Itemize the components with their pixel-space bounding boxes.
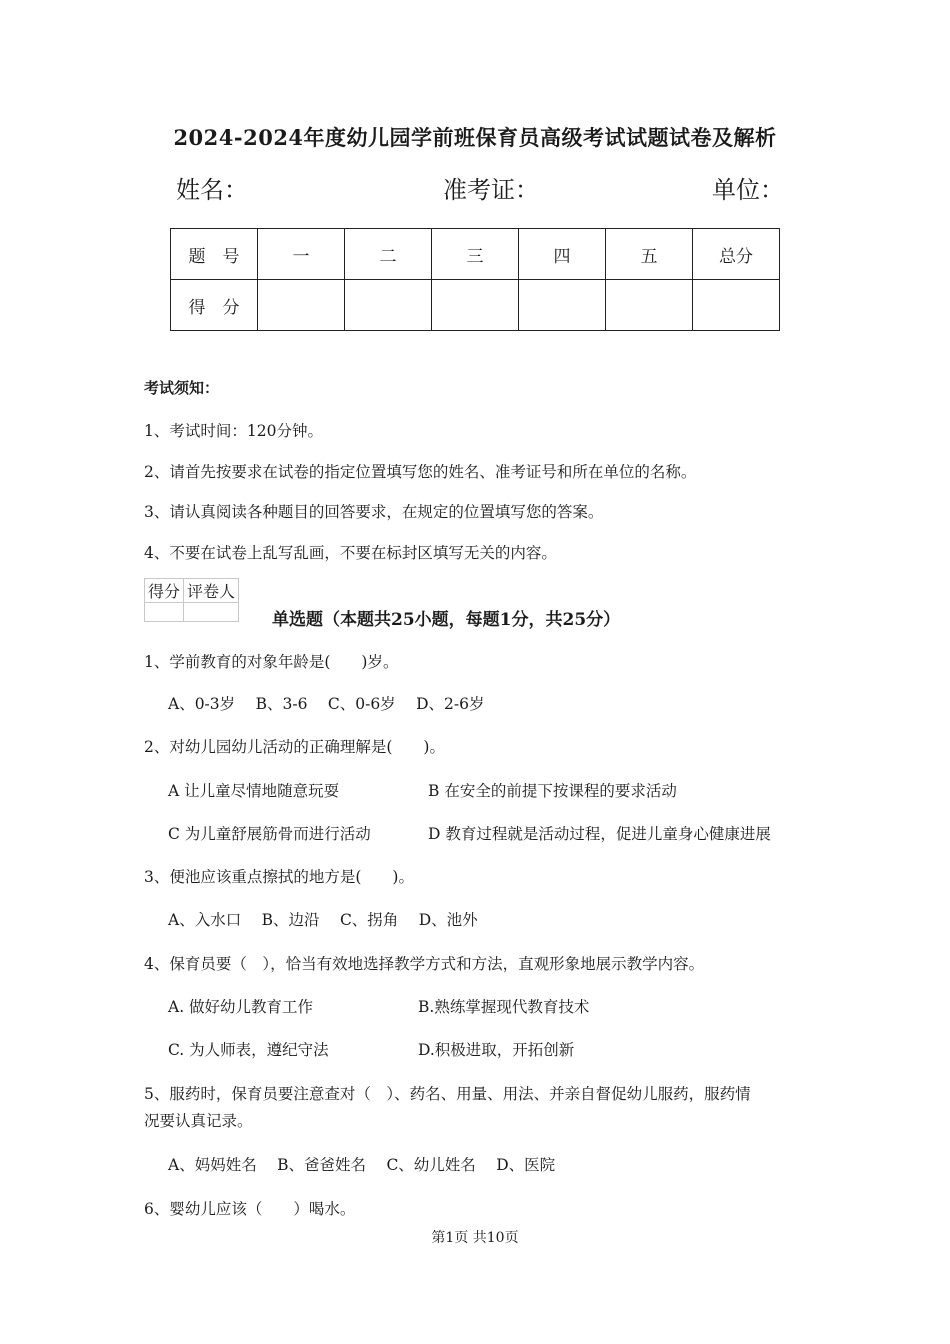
question-option: C 为儿童舒展筋骨而进行活动 (168, 825, 371, 843)
unit-field-label: 单位： (712, 176, 784, 204)
question-stem: 1、学前教育的对象年龄是( )岁。 (144, 653, 399, 671)
score-table (170, 228, 780, 331)
score-table-header-row (171, 229, 780, 280)
section-title: 单选题（本题共25小题，每题1分，共25分） (272, 610, 621, 630)
question-option: D.积极进取，开拓创新 (418, 1041, 575, 1059)
question-option: A. 做好幼儿教育工作 (168, 998, 314, 1016)
notice-heading: 考试须知： (144, 379, 220, 397)
question-stem-continued: 况要认真记录。 (144, 1112, 253, 1130)
grader-reviewer-cell (184, 603, 239, 622)
score-table-header-cell: 三 (432, 229, 519, 280)
question-option: C. 为人师表，遵纪守法 (168, 1041, 329, 1059)
grader-score-cell (145, 603, 184, 622)
score-table-header-cell: 一 (258, 229, 345, 280)
name-field-label: 姓名： (176, 176, 248, 204)
score-table-score-row (171, 280, 780, 331)
question-options: A、入水口 B、边沿 C、拐角 D、池外 (168, 911, 478, 929)
question-stem: 5、服药时，保育员要注意查对（ ）、药名、用量、用法、并亲自督促幼儿服药，服药情 (144, 1085, 751, 1103)
document-title: 2024-2024年度幼儿园学前班保育员高级考试试题试卷及解析 (173, 125, 777, 150)
question-options: A、妈妈姓名 B、爸爸姓名 C、幼儿姓名 D、医院 (168, 1156, 556, 1174)
score-table-header-cell: 总分 (693, 229, 780, 280)
notice-item: 4、不要在试卷上乱写乱画，不要在标封区填写无关的内容。 (144, 544, 557, 562)
question-option: D 教育过程就是活动过程，促进儿童身心健康进展 (428, 825, 771, 843)
question-options: A、0-3岁 B、3-6 C、0-6岁 D、2-6岁 (168, 695, 485, 713)
grader-table (144, 578, 239, 622)
question-stem: 2、对幼儿园幼儿活动的正确理解是( )。 (144, 738, 445, 756)
page-footer: 第1页 共10页 (431, 1230, 519, 1246)
grader-score-label: 得分 (145, 579, 184, 603)
question-option: B.熟练掌握现代教育技术 (418, 998, 590, 1016)
score-table-header-cell: 五 (606, 229, 693, 280)
score-table-header-cell: 题 号 (171, 229, 258, 280)
notice-item: 2、请首先按要求在试卷的指定位置填写您的姓名、准考证号和所在单位的名称。 (144, 463, 697, 481)
score-table-header-cell: 四 (519, 229, 606, 280)
question-stem: 6、婴幼儿应该（ ）喝水。 (144, 1200, 356, 1218)
question-option: B 在安全的前提下按课程的要求活动 (428, 782, 677, 800)
exam-id-field-label: 准考证： (443, 176, 539, 204)
score-table-header-cell: 二 (345, 229, 432, 280)
notice-item: 1、考试时间：120分钟。 (144, 422, 323, 440)
question-stem: 4、保育员要（ ），恰当有效地选择教学方式和方法，直观形象地展示教学内容。 (144, 955, 705, 973)
score-cell (693, 280, 780, 331)
score-cell (432, 280, 519, 331)
question-stem: 3、便池应该重点擦拭的地方是( )。 (144, 868, 414, 886)
score-cell (258, 280, 345, 331)
score-row-label: 得 分 (171, 280, 258, 331)
score-cell (606, 280, 693, 331)
notice-item: 3、请认真阅读各种题目的回答要求，在规定的位置填写您的答案。 (144, 503, 604, 521)
question-option: A 让儿童尽情地随意玩耍 (168, 782, 340, 800)
grader-reviewer-label: 评卷人 (184, 579, 239, 603)
score-cell (519, 280, 606, 331)
score-cell (345, 280, 432, 331)
